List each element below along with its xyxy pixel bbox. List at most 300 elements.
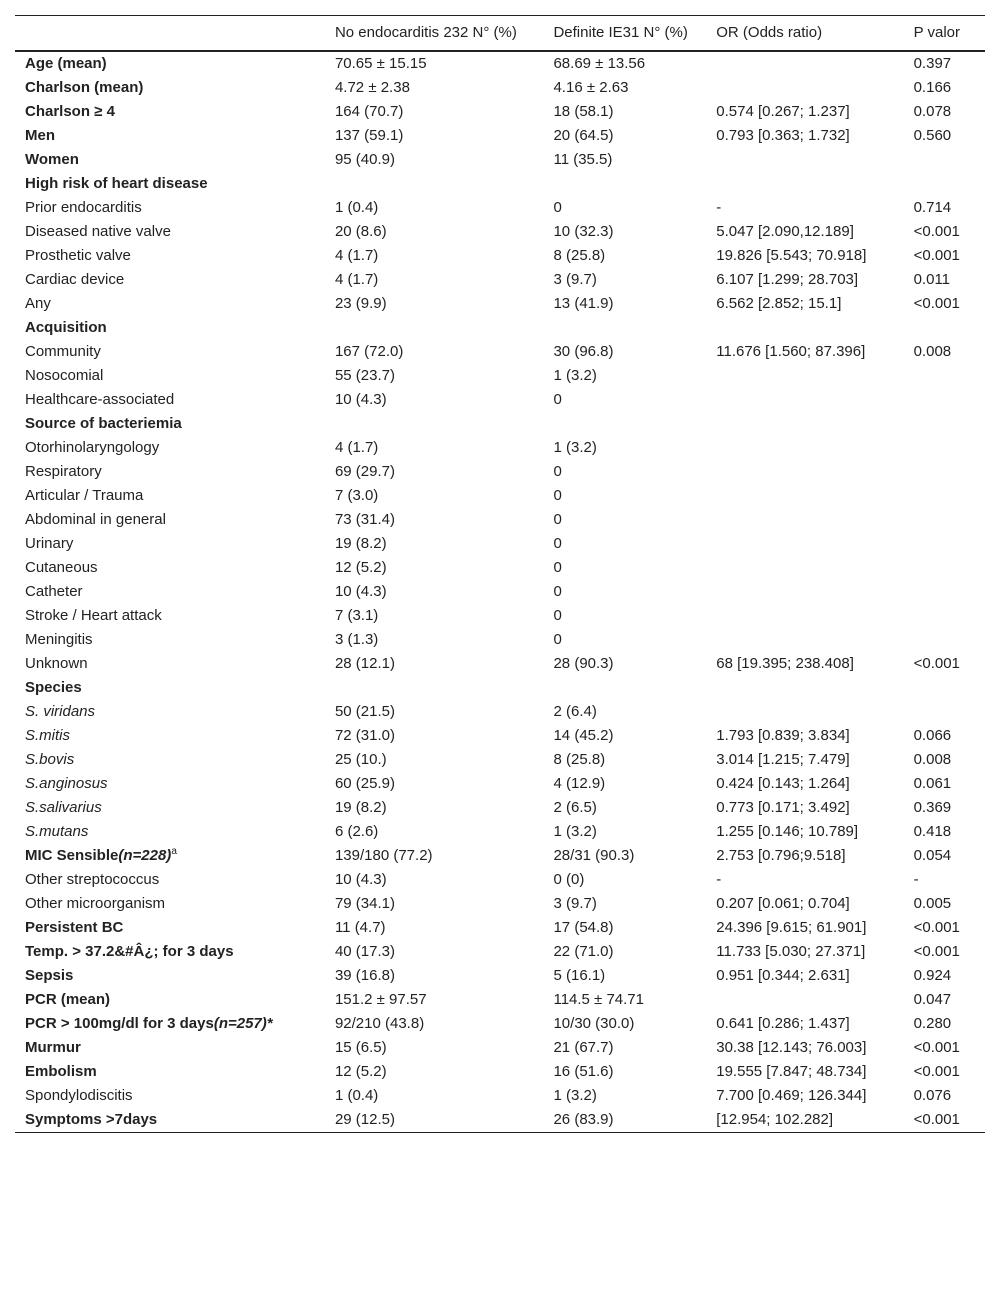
table-row <box>15 460 985 484</box>
row-label-sample-size: (n=228) <box>118 847 172 864</box>
row-label-text: Stroke / Heart attack <box>25 607 162 624</box>
definite-ie-cell: 10/30 (30.0) <box>553 1015 635 1032</box>
table-row <box>15 676 985 700</box>
row-label-text: Prior endocarditis <box>25 199 142 216</box>
no-endocarditis-cell: 11 (4.7) <box>334 919 386 936</box>
p-value-cell <box>904 676 985 700</box>
p-value-cell: <0.001 <box>913 655 960 672</box>
row-label <box>15 628 325 652</box>
definite-ie-cell: 8 (25.8) <box>553 751 606 768</box>
row-label <box>15 604 325 628</box>
table-row <box>15 268 985 292</box>
row-label <box>15 340 325 364</box>
table-row <box>15 916 985 940</box>
odds-ratio-cell <box>706 628 903 652</box>
no-endocarditis-cell: 137 (59.1) <box>334 127 404 144</box>
row-label-text: Articular / Trauma <box>25 487 144 504</box>
row-label <box>15 964 325 988</box>
odds-ratio-cell <box>706 364 903 388</box>
odds-ratio-cell: 24.396 [9.615; 61.901] <box>716 919 867 936</box>
definite-ie-cell: 10 (32.3) <box>553 223 614 240</box>
row-label-footnote-mark: a <box>171 846 177 857</box>
odds-ratio-cell <box>706 604 903 628</box>
p-value-cell: <0.001 <box>913 919 960 936</box>
definite-ie-cell: 18 (58.1) <box>553 103 614 120</box>
definite-ie-cell <box>543 412 706 436</box>
p-value-cell: <0.001 <box>913 247 960 264</box>
table-row <box>15 1036 985 1060</box>
no-endocarditis-cell: 25 (10.) <box>334 751 387 768</box>
row-label <box>15 916 325 940</box>
row-label-text: Healthcare-associated <box>25 391 175 408</box>
odds-ratio-cell: 11.733 [5.030; 27.371] <box>716 943 866 960</box>
no-endocarditis-cell: 7 (3.1) <box>334 607 379 624</box>
row-label <box>15 988 325 1012</box>
row-label <box>15 868 325 892</box>
definite-ie-cell: 2 (6.4) <box>553 703 597 720</box>
no-endocarditis-cell: 39 (16.8) <box>334 967 395 984</box>
row-label <box>15 244 325 268</box>
row-label <box>15 676 325 700</box>
p-value-cell <box>904 604 985 628</box>
odds-ratio-cell: - <box>716 871 722 888</box>
table-row <box>15 580 985 604</box>
row-label-text: Murmur <box>25 1039 81 1056</box>
row-label-text: Catheter <box>25 583 83 600</box>
row-label <box>15 508 325 532</box>
no-endocarditis-cell: 7 (3.0) <box>334 487 379 504</box>
no-endocarditis-cell: 73 (31.4) <box>334 511 395 528</box>
odds-ratio-cell: 0.424 [0.143; 1.264] <box>716 775 850 792</box>
row-label-text: Nosocomial <box>25 367 104 384</box>
row-label <box>15 364 325 388</box>
table-row <box>15 772 985 796</box>
row-label <box>15 652 325 676</box>
table-body <box>15 51 985 1133</box>
odds-ratio-cell: [12.954; 102.282] <box>716 1111 834 1128</box>
row-label-text: Persistent BC <box>25 919 124 936</box>
odds-ratio-cell <box>706 412 903 436</box>
definite-ie-cell: 28/31 (90.3) <box>553 847 635 864</box>
definite-ie-cell: 5 (16.1) <box>553 967 606 984</box>
row-label-text: PCR (mean) <box>25 991 111 1008</box>
table-row <box>15 508 985 532</box>
odds-ratio-cell <box>706 508 903 532</box>
odds-ratio-cell: 0.793 [0.363; 1.732] <box>716 127 850 144</box>
table-row <box>15 700 985 724</box>
no-endocarditis-cell: 139/180 (77.2) <box>334 847 433 864</box>
table-row <box>15 724 985 748</box>
no-endocarditis-cell: 164 (70.7) <box>334 103 404 120</box>
no-endocarditis-cell: 167 (72.0) <box>334 343 404 360</box>
definite-ie-cell: 1 (3.2) <box>553 367 597 384</box>
odds-ratio-cell <box>706 700 903 724</box>
definite-ie-cell: 16 (51.6) <box>553 1063 614 1080</box>
row-label-text: Acquisition <box>25 319 107 336</box>
table-row <box>15 964 985 988</box>
row-label-text: S.salivarius <box>25 799 102 816</box>
p-value-cell: - <box>913 871 919 888</box>
odds-ratio-cell <box>706 676 903 700</box>
row-label-text: S. viridans <box>25 703 96 720</box>
p-value-cell: 0.560 <box>913 127 952 144</box>
no-endocarditis-cell: 60 (25.9) <box>334 775 395 792</box>
table-row <box>15 988 985 1012</box>
no-endocarditis-cell: 151.2 ± 97.57 <box>334 991 427 1008</box>
row-label-text: Sepsis <box>25 967 74 984</box>
odds-ratio-cell <box>706 484 903 508</box>
row-label-text: Respiratory <box>25 463 102 480</box>
definite-ie-cell <box>543 676 706 700</box>
p-value-cell: 0.280 <box>913 1015 952 1032</box>
row-label-text: Embolism <box>25 1063 97 1080</box>
odds-ratio-cell: 0.951 [0.344; 2.631] <box>716 967 850 984</box>
definite-ie-cell: 3 (9.7) <box>553 895 597 912</box>
p-value-cell: 0.011 <box>913 271 951 288</box>
row-label-text: Cardiac device <box>25 271 125 288</box>
definite-ie-cell: 0 <box>553 535 562 552</box>
p-value-cell: <0.001 <box>913 295 960 312</box>
row-label <box>15 268 325 292</box>
row-label-text: Community <box>25 343 101 360</box>
row-label-text: Abdominal in general <box>25 511 166 528</box>
p-value-cell <box>904 508 985 532</box>
definite-ie-cell: 0 <box>553 631 562 648</box>
row-label-text: S.anginosus <box>25 775 108 792</box>
no-endocarditis-cell: 15 (6.5) <box>334 1039 387 1056</box>
row-label-sample-size: (n=257)* <box>213 1015 273 1032</box>
header-no-endocarditis: No endocarditis 232 N° (%) <box>334 24 517 41</box>
row-label <box>15 76 325 100</box>
odds-ratio-cell <box>706 172 903 196</box>
no-endocarditis-cell: 50 (21.5) <box>334 703 395 720</box>
definite-ie-cell: 22 (71.0) <box>553 943 614 960</box>
row-label-text: Other streptococcus <box>25 871 160 888</box>
odds-ratio-cell <box>706 580 903 604</box>
header-label-col <box>15 16 325 52</box>
p-value-cell <box>904 484 985 508</box>
definite-ie-cell: 8 (25.8) <box>553 247 606 264</box>
definite-ie-cell: 0 <box>553 583 562 600</box>
no-endocarditis-cell: 20 (8.6) <box>334 223 387 240</box>
row-label-text: Women <box>25 151 79 168</box>
row-label <box>15 820 325 844</box>
row-label <box>15 772 325 796</box>
odds-ratio-cell <box>706 148 903 172</box>
row-label-text: Age (mean) <box>25 55 107 72</box>
row-label <box>15 292 325 316</box>
row-label <box>15 580 325 604</box>
p-value-cell: 0.924 <box>913 967 952 984</box>
odds-ratio-cell <box>706 436 903 460</box>
row-label <box>15 1084 325 1108</box>
row-label <box>15 700 325 724</box>
no-endocarditis-cell: 40 (17.3) <box>334 943 395 960</box>
p-value-cell: 0.054 <box>913 847 952 864</box>
definite-ie-cell: 114.5 ± 74.71 <box>553 991 644 1008</box>
no-endocarditis-cell: 4.72 ± 2.38 <box>334 79 410 96</box>
row-label-text: Spondylodiscitis <box>25 1087 133 1104</box>
no-endocarditis-cell: 92/210 (43.8) <box>334 1015 425 1032</box>
p-value-cell <box>904 412 985 436</box>
p-value-cell: 0.076 <box>913 1087 952 1104</box>
p-value-cell: <0.001 <box>913 1063 960 1080</box>
row-label-text: Species <box>25 679 82 696</box>
p-value-cell: 0.047 <box>913 991 952 1008</box>
definite-ie-cell: 21 (67.7) <box>553 1039 614 1056</box>
table-row <box>15 124 985 148</box>
p-value-cell <box>904 388 985 412</box>
p-value-cell: 0.369 <box>913 799 952 816</box>
p-value-cell: 0.008 <box>913 343 952 360</box>
table-row <box>15 244 985 268</box>
data-table <box>15 15 985 1133</box>
p-value-cell <box>904 580 985 604</box>
row-label-text: S.mutans <box>25 823 89 840</box>
header-row <box>15 16 985 52</box>
table-row <box>15 220 985 244</box>
table-row <box>15 172 985 196</box>
row-label-text: Men <box>25 127 55 144</box>
odds-ratio-cell <box>706 532 903 556</box>
row-label <box>15 1108 325 1133</box>
odds-ratio-cell: 30.38 [12.143; 76.003] <box>716 1039 867 1056</box>
p-value-cell: 0.078 <box>913 103 952 120</box>
row-label <box>15 940 325 964</box>
row-label <box>15 532 325 556</box>
row-label <box>15 724 325 748</box>
row-label <box>15 51 325 76</box>
no-endocarditis-cell: 19 (8.2) <box>334 535 387 552</box>
odds-ratio-cell: 7.700 [0.469; 126.344] <box>716 1087 867 1104</box>
row-label-text: Symptoms >7days <box>25 1111 158 1128</box>
odds-ratio-cell: 19.826 [5.543; 70.918] <box>716 247 867 264</box>
row-label <box>15 1036 325 1060</box>
table-row <box>15 148 985 172</box>
p-value-cell: 0.061 <box>913 775 952 792</box>
row-label-text: Any <box>25 295 51 312</box>
table-row <box>15 51 985 76</box>
table-row <box>15 316 985 340</box>
definite-ie-cell: 0 (0) <box>553 871 585 888</box>
p-value-cell <box>904 316 985 340</box>
odds-ratio-cell: 6.562 [2.852; 15.1] <box>716 295 842 312</box>
p-value-cell: 0.418 <box>913 823 952 840</box>
row-label <box>15 460 325 484</box>
table-row <box>15 388 985 412</box>
p-value-cell <box>904 364 985 388</box>
table-row <box>15 868 985 892</box>
odds-ratio-cell: 0.641 [0.286; 1.437] <box>716 1015 850 1032</box>
no-endocarditis-cell: 6 (2.6) <box>334 823 379 840</box>
table-row <box>15 100 985 124</box>
no-endocarditis-cell <box>325 676 544 700</box>
row-label <box>15 1060 325 1084</box>
row-label-text: Source of bacteriemia <box>25 415 182 432</box>
p-value-cell: 0.066 <box>913 727 952 744</box>
p-value-cell <box>904 460 985 484</box>
p-value-cell: 0.005 <box>913 895 952 912</box>
no-endocarditis-cell: 10 (4.3) <box>334 871 387 888</box>
p-value-cell <box>904 172 985 196</box>
odds-ratio-cell <box>706 76 903 100</box>
table-row <box>15 484 985 508</box>
no-endocarditis-cell: 4 (1.7) <box>334 247 379 264</box>
table-row <box>15 364 985 388</box>
definite-ie-cell: 20 (64.5) <box>553 127 614 144</box>
table-row <box>15 652 985 676</box>
row-label <box>15 484 325 508</box>
no-endocarditis-cell: 12 (5.2) <box>334 559 387 576</box>
row-label <box>15 892 325 916</box>
no-endocarditis-cell: 10 (4.3) <box>334 583 387 600</box>
row-label <box>15 148 325 172</box>
definite-ie-cell: 0 <box>553 607 562 624</box>
row-label <box>15 196 325 220</box>
table-row <box>15 748 985 772</box>
definite-ie-cell: 26 (83.9) <box>553 1111 614 1128</box>
odds-ratio-cell: 6.107 [1.299; 28.703] <box>716 271 859 288</box>
definite-ie-cell: 13 (41.9) <box>553 295 614 312</box>
p-value-cell: <0.001 <box>913 1111 960 1128</box>
table-row <box>15 1084 985 1108</box>
header-definite-ie: Definite IE31 N° (%) <box>553 24 688 41</box>
table-row <box>15 940 985 964</box>
table-row <box>15 796 985 820</box>
no-endocarditis-cell: 28 (12.1) <box>334 655 395 672</box>
definite-ie-cell: 0 <box>553 511 562 528</box>
row-label <box>15 220 325 244</box>
p-value-cell <box>904 556 985 580</box>
table-row <box>15 1012 985 1036</box>
definite-ie-cell: 4.16 ± 2.63 <box>553 79 629 96</box>
table-header <box>15 16 985 52</box>
odds-ratio-cell: 2.753 [0.796;9.518] <box>716 847 846 864</box>
definite-ie-cell: 30 (96.8) <box>553 343 614 360</box>
row-label-text: Charlson ≥ 4 <box>25 103 115 120</box>
odds-ratio-cell: 5.047 [2.090,12.189] <box>716 223 854 240</box>
odds-ratio-cell: 19.555 [7.847; 48.734] <box>716 1063 867 1080</box>
odds-ratio-cell: 1.255 [0.146; 10.789] <box>716 823 859 840</box>
odds-ratio-cell <box>706 316 903 340</box>
no-endocarditis-cell: 1 (0.4) <box>334 1087 379 1104</box>
odds-ratio-cell: 1.793 [0.839; 3.834] <box>716 727 850 744</box>
row-label-text: Otorhinolaryngology <box>25 439 160 456</box>
row-label <box>15 844 325 868</box>
odds-ratio-cell: 11.676 [1.560; 87.396] <box>716 343 866 360</box>
table-row <box>15 604 985 628</box>
row-label <box>15 412 325 436</box>
p-value-cell <box>904 532 985 556</box>
definite-ie-cell: 11 (35.5) <box>553 151 613 168</box>
p-value-cell <box>904 436 985 460</box>
odds-ratio-cell: - <box>716 199 722 216</box>
table-row <box>15 76 985 100</box>
definite-ie-cell: 4 (12.9) <box>553 775 606 792</box>
row-label <box>15 388 325 412</box>
no-endocarditis-cell: 55 (23.7) <box>334 367 395 384</box>
table-row <box>15 628 985 652</box>
no-endocarditis-cell: 70.65 ± 15.15 <box>334 55 427 72</box>
row-label <box>15 1012 325 1036</box>
definite-ie-cell: 17 (54.8) <box>553 919 614 936</box>
definite-ie-cell: 0 <box>553 463 562 480</box>
row-label <box>15 124 325 148</box>
table-row <box>15 532 985 556</box>
table-row <box>15 412 985 436</box>
row-label <box>15 556 325 580</box>
row-label-text: Temp. > 37.2&#Â¿; for 3 days <box>25 943 234 960</box>
table-row <box>15 292 985 316</box>
definite-ie-cell: 3 (9.7) <box>553 271 597 288</box>
row-label-text: Other microorganism <box>25 895 166 912</box>
row-label-text: Urinary <box>25 535 74 552</box>
no-endocarditis-cell: 12 (5.2) <box>334 1063 387 1080</box>
row-label-text: MIC Sensible <box>25 847 119 864</box>
odds-ratio-cell <box>706 51 903 76</box>
no-endocarditis-cell: 1 (0.4) <box>334 199 379 216</box>
no-endocarditis-cell: 95 (40.9) <box>334 151 395 168</box>
p-value-cell: 0.397 <box>913 55 952 72</box>
row-label-text: S.mitis <box>25 727 70 744</box>
no-endocarditis-cell: 69 (29.7) <box>334 463 395 480</box>
p-value-cell: 0.714 <box>913 199 952 216</box>
no-endocarditis-cell: 4 (1.7) <box>334 439 379 456</box>
definite-ie-cell: 1 (3.2) <box>553 439 597 456</box>
row-label-text: Diseased native valve <box>25 223 171 240</box>
table-row <box>15 196 985 220</box>
row-label <box>15 436 325 460</box>
definite-ie-cell: 68.69 ± 13.56 <box>553 55 646 72</box>
no-endocarditis-cell: 10 (4.3) <box>334 391 387 408</box>
row-label <box>15 172 325 196</box>
row-label-text: High risk of heart disease <box>25 175 208 192</box>
p-value-cell: <0.001 <box>913 223 960 240</box>
no-endocarditis-cell: 23 (9.9) <box>334 295 387 312</box>
definite-ie-cell: 14 (45.2) <box>553 727 614 744</box>
definite-ie-cell: 2 (6.5) <box>553 799 597 816</box>
table-row <box>15 340 985 364</box>
row-label-text: Unknown <box>25 655 88 672</box>
definite-ie-cell: 1 (3.2) <box>553 823 597 840</box>
row-label-text: Cutaneous <box>25 559 98 576</box>
definite-ie-cell: 0 <box>553 487 562 504</box>
row-label-text: Prosthetic valve <box>25 247 131 264</box>
definite-ie-cell: 28 (90.3) <box>553 655 614 672</box>
definite-ie-cell: 0 <box>553 199 562 216</box>
header-p-value: P valor <box>913 24 961 41</box>
table-row <box>15 556 985 580</box>
row-label <box>15 316 325 340</box>
definite-ie-cell: 0 <box>553 391 562 408</box>
definite-ie-cell: 1 (3.2) <box>553 1087 597 1104</box>
table-row <box>15 892 985 916</box>
odds-ratio-cell: 68 [19.395; 238.408] <box>716 655 854 672</box>
no-endocarditis-cell: 3 (1.3) <box>334 631 379 648</box>
row-label-text: Charlson (mean) <box>25 79 144 96</box>
row-label-text: PCR > 100mg/dl for 3 days <box>25 1015 214 1032</box>
header-odds-ratio: OR (Odds ratio) <box>716 24 823 41</box>
row-label-text: S.bovis <box>25 751 75 768</box>
table-row <box>15 1108 985 1133</box>
odds-ratio-cell: 3.014 [1.215; 7.479] <box>716 751 850 768</box>
p-value-cell <box>904 700 985 724</box>
row-label-text: Meningitis <box>25 631 93 648</box>
odds-ratio-cell: 0.773 [0.171; 3.492] <box>716 799 850 816</box>
no-endocarditis-cell: 79 (34.1) <box>334 895 395 912</box>
no-endocarditis-cell <box>325 316 544 340</box>
p-value-cell: <0.001 <box>913 943 960 960</box>
